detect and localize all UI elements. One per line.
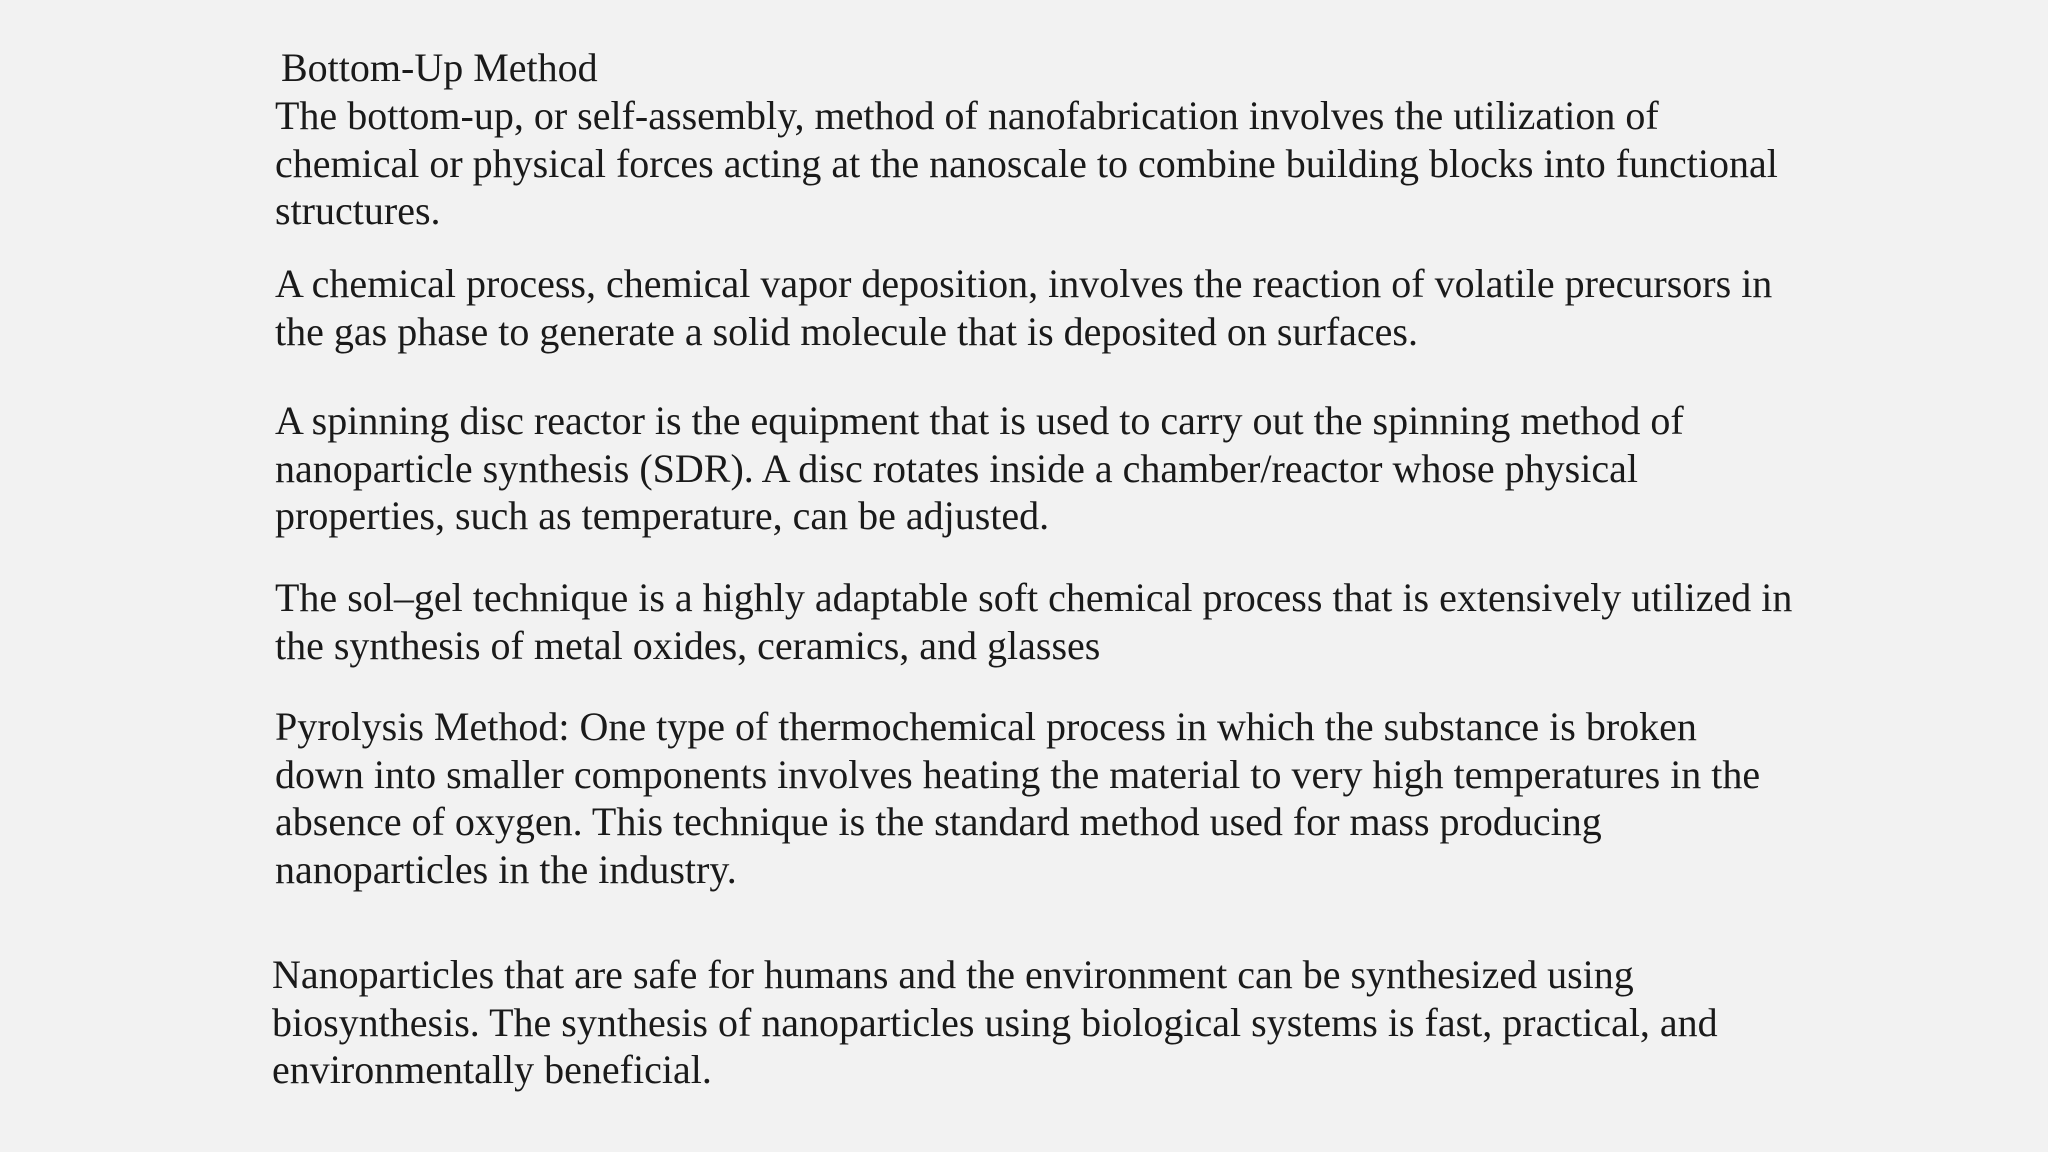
paragraph-chemical-vapor-deposition: A chemical process, chemical vapor deposition, involves the reaction of volatile precursors in the gas phase to generate a solid molecule that is deposited on surfaces. [275, 261, 1773, 354]
paragraph-sol-gel: The sol–gel technique is a highly adaptable soft chemical process that is extensively utilized in the synthesis of metal oxides, ceramics, and glasses [275, 575, 1793, 668]
paragraph-biosynthesis: Nanoparticles that are safe for humans and the environment can be synthesized using biosynthesis. The synthesis of nanoparticles using biological systems is fast, practical, and environmentally beneficial. [272, 952, 1718, 1092]
paragraph-spinning-disc-reactor: A spinning disc reactor is the equipment that is used to carry out the spinning method of nanoparticle synthesis (SDR). A disc rotates inside a chamber/reactor whose physical properties, such as temperature, can be adjusted. [275, 398, 1684, 538]
paragraph-pyrolysis: Pyrolysis Method: One type of thermochemical process in which the substance is broken down into smaller components involves heating the material to very high temperatures in the absence of oxygen. This technique is the standard method used for mass producing nanoparticles in the industry. [275, 704, 1761, 892]
slide-heading: Bottom-Up Method [281, 45, 598, 90]
paragraph-bottom-up-overview: The bottom-up, or self-assembly, method of nanofabrication involves the utilization of chemical or physical forces acting at the nanoscale to combine building blocks into functional structures. [275, 93, 1778, 233]
